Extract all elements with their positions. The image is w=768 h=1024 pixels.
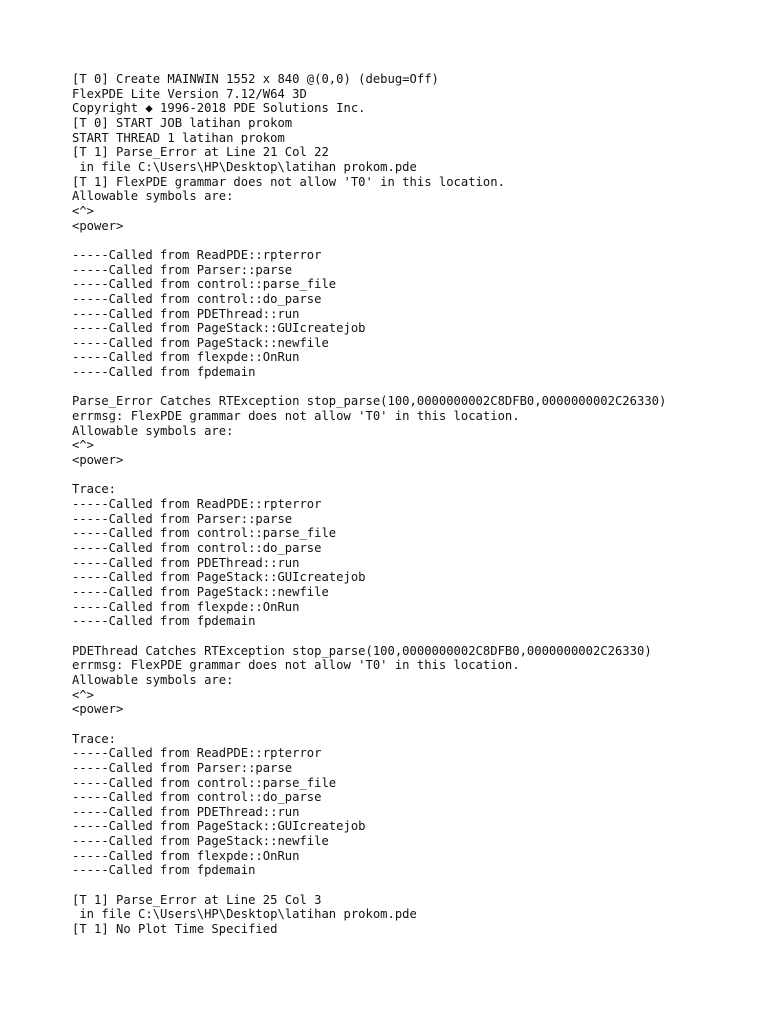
log-line: <power> [72, 453, 124, 468]
log-line: Trace: [72, 731, 117, 746]
log-line: -----Called from flexpde::OnRun [72, 599, 300, 614]
log-line: -----Called from PageStack::GUIcreatejob [72, 321, 366, 336]
log-line: -----Called from PageStack::GUIcreatejob [72, 819, 366, 834]
log-line: -----Called from PDEThread::run [72, 804, 300, 819]
log-line: in file C:\Users\HP\Desktop\latihan prokom.pde [72, 159, 417, 174]
log-line: START THREAD 1 latihan prokom [72, 130, 285, 145]
log-line: -----Called from PDEThread::run [72, 306, 300, 321]
log-line: Allowable symbols are: [72, 423, 234, 438]
log-line: [T 1] Parse_Error at Line 21 Col 22 [72, 145, 329, 160]
log-line: FlexPDE Lite Version 7.12/W64 3D [72, 86, 307, 101]
log-line: Copyright ◆ 1996-2018 PDE Solutions Inc. [72, 101, 366, 116]
log-line: -----Called from ReadPDE::rpterror [72, 497, 322, 512]
log-line: in file C:\Users\HP\Desktop\latihan prokom.pde [72, 907, 417, 922]
log-line: errmsg: FlexPDE grammar does not allow 'T0' in this location. [72, 658, 520, 673]
log-line: <power> [72, 218, 124, 233]
log-line: [T 1] No Plot Time Specified [72, 922, 278, 937]
log-line [72, 380, 666, 395]
log-line [72, 878, 666, 893]
log-output [72, 72, 666, 937]
log-line: -----Called from PageStack::newfile [72, 584, 329, 599]
log-line: -----Called from control::do_parse [72, 291, 322, 306]
log-line: [T 0] Create MAINWIN 1552 x 840 @(0,0) (debug=Off) [72, 72, 439, 86]
log-line: -----Called from Parser::parse [72, 760, 293, 775]
log-line: -----Called from fpdemain [72, 365, 256, 380]
log-line: -----Called from fpdemain [72, 863, 256, 878]
log-line [72, 233, 666, 248]
log-line: -----Called from Parser::parse [72, 262, 293, 277]
log-line: [T 1] FlexPDE grammar does not allow 'T0' in this location. [72, 174, 505, 189]
log-line: Allowable symbols are: [72, 672, 234, 687]
log-line: -----Called from PageStack::newfile [72, 834, 329, 849]
log-line: -----Called from PageStack::GUIcreatejob [72, 570, 366, 585]
log-line: <^> [72, 687, 95, 702]
log-line: <^> [72, 203, 95, 218]
log-line: errmsg: FlexPDE grammar does not allow 'T0' in this location. [72, 409, 520, 424]
log-line: [T 0] START JOB latihan prokom [72, 115, 293, 130]
log-line: -----Called from PDEThread::run [72, 555, 300, 570]
log-line: PDEThread Catches RTException stop_parse(100,0000000002C8DFB0,0000000002C26330) [72, 643, 652, 658]
log-line: [T 1] Parse_Error at Line 25 Col 3 [72, 892, 322, 907]
log-line: Parse_Error Catches RTException stop_parse(100,0000000002C8DFB0,0000000002C26330) [72, 394, 667, 409]
log-line: -----Called from Parser::parse [72, 511, 293, 526]
log-line: -----Called from ReadPDE::rpterror [72, 746, 322, 761]
log-line: -----Called from control::parse_file [72, 526, 337, 541]
log-line: -----Called from PageStack::newfile [72, 335, 329, 350]
log-line: Trace: [72, 482, 117, 497]
log-line: <power> [72, 702, 124, 717]
log-line [72, 717, 666, 732]
log-line [72, 468, 666, 483]
log-line: <^> [72, 438, 95, 453]
log-line: -----Called from control::do_parse [72, 790, 322, 805]
log-line: -----Called from control::parse_file [72, 775, 337, 790]
log-line: -----Called from ReadPDE::rpterror [72, 247, 322, 262]
log-line: -----Called from fpdemain [72, 614, 256, 629]
log-line: Allowable symbols are: [72, 189, 234, 204]
log-line: -----Called from control::parse_file [72, 277, 337, 292]
log-line: -----Called from flexpde::OnRun [72, 350, 300, 365]
log-line [72, 629, 666, 644]
log-line: -----Called from control::do_parse [72, 541, 322, 555]
log-line: -----Called from flexpde::OnRun [72, 848, 300, 863]
